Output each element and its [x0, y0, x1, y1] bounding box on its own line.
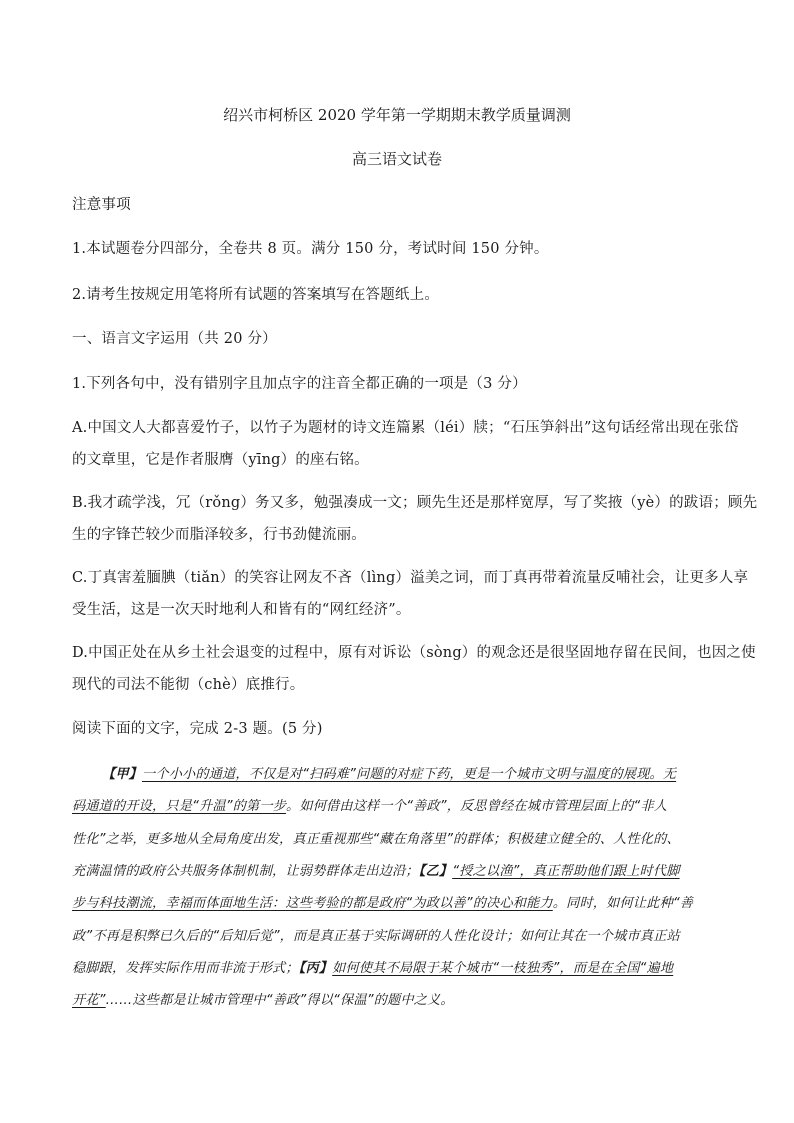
- notes-item-2: 2.请考生按规定用笔将所有试题的答案填写在答题纸上。: [72, 287, 440, 303]
- passage-text: ……这些都是让城市管理中“善政”得以“保温”的题中之义。: [105, 993, 454, 1008]
- underlined-sentence-jia: 一个小小的通道，不仅是对“扫码难”问题的对症下药，更是一个城市文明与温度的展现。无: [142, 767, 677, 782]
- underlined-sentence-yi-end: 步与科技潮流，幸福而体面地生活：这些考验的都是政府“为政以善”的决心和能力: [72, 896, 553, 911]
- marker-yi: 【乙】: [418, 864, 453, 879]
- passage-line-1: [102, 763, 724, 782]
- passage-text: 充满温情的政府公共服务体制机制，让弱势群体走出边沿；: [72, 864, 419, 879]
- passage-line-5: [72, 892, 724, 911]
- underlined-sentence-bing-end: 开花”: [72, 993, 106, 1008]
- option-b-line-1: B.我才疏学浅，冗（rǒng）务又多，勉强凑成一文；顾先生还是那样宽厚，写了奖掖（yè）的跋语；顾先: [72, 495, 758, 511]
- underlined-sentence-bing: 如何使其不局限于某个城市“一枝独秀”，而是在全国“遍地: [332, 961, 674, 976]
- option-b-line-2: 生的字锋芒较少而脂泽较多，行书劲健流丽。: [72, 527, 366, 543]
- underlined-sentence-jia-end: 码通道的开设，只是“升温”的第一步: [72, 799, 287, 814]
- underlined-sentence-yi: “授之以渔”，真正帮助他们跟上时代脚: [452, 864, 680, 879]
- option-a-line-1: A.中国文人大都喜爱竹子，以竹子为题材的诗文连篇累（léi）牍；“石压笋斜出”这句话经常出现在张岱: [72, 420, 739, 436]
- passage-line-2: [72, 795, 724, 814]
- exam-title: 绍兴市柯桥区 2020 学年第一学期期末教学质量调测: [223, 106, 571, 124]
- passage-line-6: 政”不再是积弊已久后的“后知后觉”，而是真正基于实际调研的人性化设计；如何让其在一个城市真正站: [72, 929, 680, 944]
- option-c-line-1: C.丁真害羞腼腆（tiǎn）的笑容让网友不吝（lìng）溢美之词，而丁真再带着流量反哺社会，让更多人享: [72, 570, 749, 586]
- passage-line-3: 性化”之举，更多地从全局角度出发，真正重视那些“藏在角落里”的群体；积极建立健全的、人性化的、: [72, 832, 680, 847]
- option-d-line-2: 现代的司法不能彻（chè）底推行。: [72, 677, 305, 693]
- notes-item-1: 1.本试题卷分四部分，全卷共 8 页。满分 150 分，考试时间 150 分钟。: [72, 241, 549, 257]
- passage-line-8: [72, 989, 724, 1008]
- exam-subtitle: 高三语文试卷: [351, 150, 442, 168]
- passage-line-4: [72, 860, 724, 879]
- option-a-line-2: 的文章里，它是作者服膺（yīng）的座右铭。: [72, 452, 369, 468]
- section-heading: 一、语言文字运用（共 20 分）: [72, 331, 277, 347]
- reading-prompt: 阅读下面的文字，完成 2-3 题。(5 分): [72, 721, 323, 737]
- passage-text: 。同时，如何让此种“善: [552, 896, 694, 911]
- passage-text: 稳脚跟，发挥实际作用而非流于形式；: [72, 961, 299, 976]
- option-d-line-1: D.中国正处在从乡土社会退变的过程中，原有对诉讼（sòng）的观念还是很坚固地存留在民间，也因之使: [72, 645, 756, 661]
- marker-bing: 【丙】: [298, 961, 333, 976]
- option-c-line-2: 受生活，这是一次天时地利人和皆有的“网红经济”。: [72, 602, 411, 618]
- notes-heading: 注意事项: [72, 197, 131, 213]
- marker-jia: 【甲】: [102, 767, 143, 782]
- passage-text: 。如何借由这样一个“善政”，反思曾经在城市管理层面上的“非人: [286, 799, 668, 814]
- passage-line-7: [72, 957, 724, 976]
- question-1: 1.下列各句中，没有错别字且加点字的注音全都正确的一项是（3 分）: [72, 376, 527, 392]
